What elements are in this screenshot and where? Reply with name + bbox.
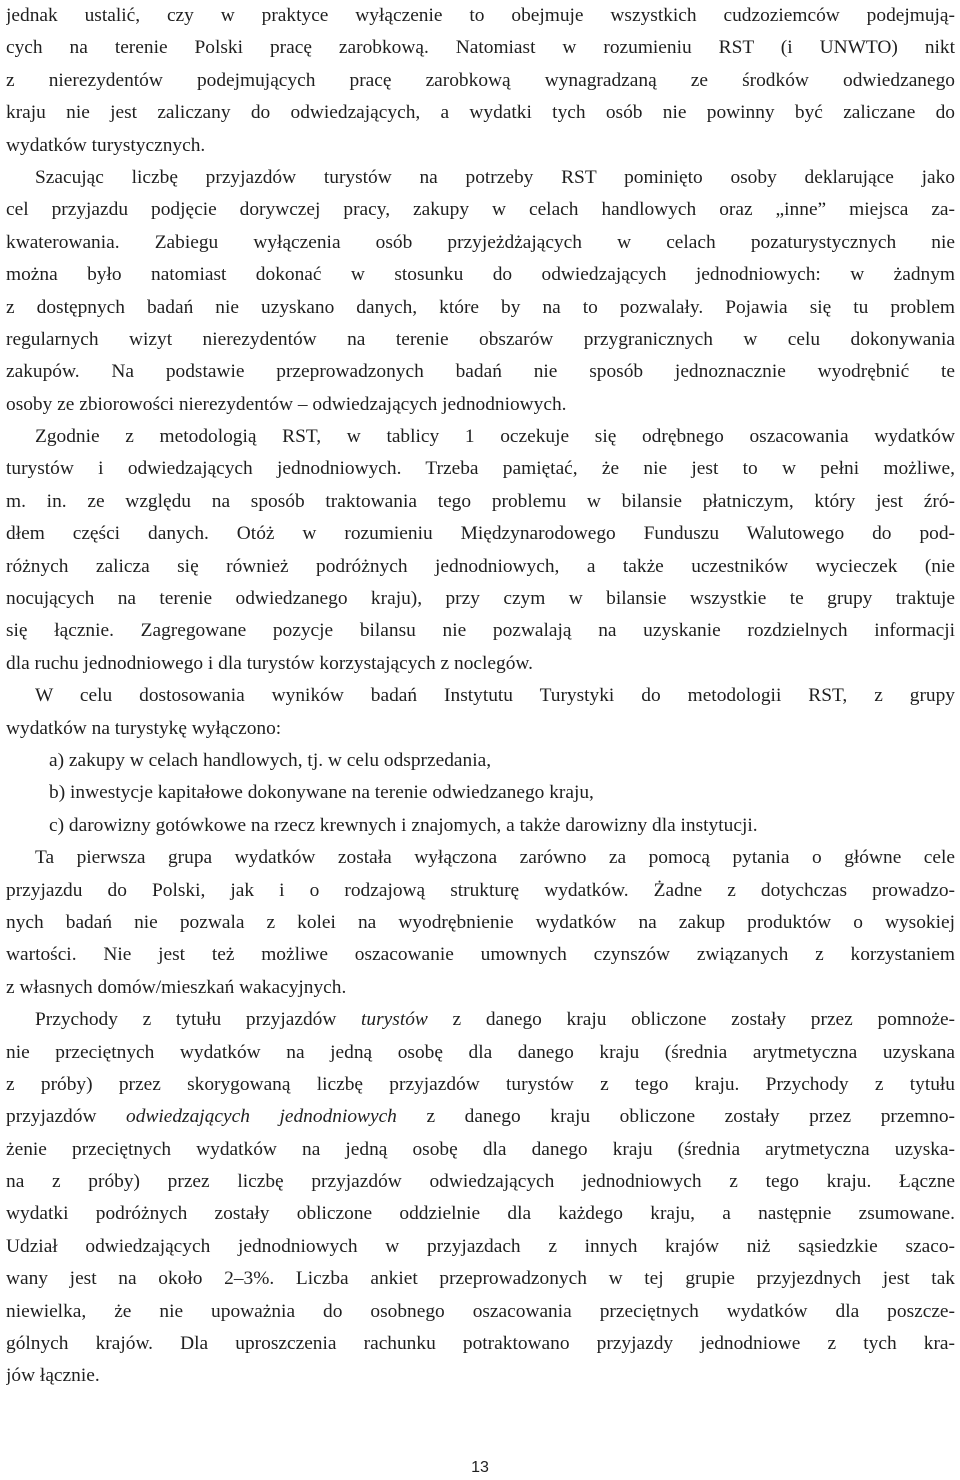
text-line: kwaterowania. Zabiegu wyłączenia osób przyjeżdżających w celach pozaturystycznych nie [6,231,955,253]
emphasis-turystow: turystów [361,1009,428,1031]
text-line: regularnych wizyt nierezydentów na terenie obszarów przygranicznych w celu dokonywania [6,328,955,350]
list-item: c) darowizny gotówkowe na rzecz krewnych i znajomych, a także darowizny dla instytucji. [49,814,758,836]
text-line: przyjazdu do Polski, jak i o rodzajową strukturę wydatków. Żadne z dotychczas prowadzo- [6,879,955,901]
text-line: wany jest na około 2–3%. Liczba ankiet przeprowadzonych w tej grupie przyjezdnych jest tak [6,1268,955,1290]
text-line: można było natomiast dokonać w stosunku do odwiedzających jednodniowych: w żadnym [6,264,955,286]
text-line: kraju nie jest zaliczany do odwiedzających, a wydatki tych osób nie powinny być zaliczane do [6,102,955,124]
text-line: osoby ze zbiorowości nierezydentów – odwiedzających jednodniowych. [6,393,567,415]
text-line: Zgodnie z metodologią RST, w tablicy 1 oczekuje się odrębnego oszacowania wydatków [35,426,955,448]
exclusion-list [6,745,955,842]
text-line: różnych zalicza się również podróżnych jednodniowych, a także uczestników wycieczek (nie [6,555,955,577]
text-line: na z próby) przez liczbę przyjazdów odwiedzających jednodniowych z tego kraju. Łączne [6,1171,955,1193]
paragraph [6,162,955,421]
text-line: m. in. ze względu na sposób traktowania tego problemu w bilansie płatniczym, który jest źró- [6,490,955,512]
text-line: nie przeciętnych wydatków na jedną osobę dla danego kraju (średnia arytmetyczna uzyskana [6,1041,955,1063]
paragraph [6,1004,955,1393]
list-item: b) inwestycje kapitałowe dokonywane na terenie odwiedzanego kraju, [49,782,594,804]
text-line: z własnych domów/mieszkań wakacyjnych. [6,976,347,998]
document-page [6,0,955,1393]
text-run: z danego kraju obliczone zostały przez przemno- [396,1106,955,1128]
text-line: dla ruchu jednodniowego i dla turystów korzystających z noclegów. [6,652,533,674]
text-line: W celu dostosowania wyników badań Instytutu Turystyki do metodologii RST, z grupy [35,685,955,707]
text-line: wydatki podróżnych zostały obliczone oddzielnie dla każdego kraju, a następnie zsumowane. [6,1203,955,1225]
text-line: wydatków turystycznych. [6,134,206,156]
text-line: z dostępnych badań nie uzyskano danych, które by na to pozwalały. Pojawia się tu problem [6,296,955,318]
text-line: cych na terenie Polski pracę zarobkową. Natomiast w rozumieniu RST (i UNWTO) nikt [6,37,955,59]
page-number: 13 [471,1459,489,1476]
text-run: Przychody z tytułu przyjazdów [35,1009,362,1031]
text-line-with-emphasis [6,1101,955,1133]
text-line: się łącznie. Zagregowane pozycje bilansu nie pozwalają na uzyskanie rozdzielnych informacji [6,620,955,642]
text-line: wartości. Nie jest też możliwe oszacowanie umownych czynszów związanych z korzystaniem [6,944,955,966]
text-line: jednak ustalić, czy w praktyce wyłączenie to obejmuje wszystkich cudzoziemców podejmują- [6,5,955,26]
paragraph [6,680,955,745]
text-line: niewielka, że nie upoważnia do osobnego oszacowania przeciętnych wydatków dla poszcze- [6,1300,955,1322]
text-run: przyjazdów [6,1106,127,1128]
paragraph [6,842,955,1004]
text-line: nocujących na terenie odwiedzanego kraju), przy czym w bilansie wszystkie te grupy traktuje [6,588,955,610]
text-line: jów łącznie. [6,1365,100,1387]
text-line: dłem części danych. Otóż w rozumieniu Międzynarodowego Funduszu Walutowego do pod- [6,523,955,545]
text-line: turystów i odwiedzających jednodniowych. Trzeba pamiętać, że nie jest to w pełni możliwe, [6,458,955,480]
text-line: nych badań nie pozwala z kolei na wyodrębnienie wydatków na zakup produktów o wysokiej [6,911,955,933]
paragraph [6,0,955,162]
text-line: wydatków na turystykę wyłączono: [6,717,282,739]
text-line: zakupów. Na podstawie przeprowadzonych badań nie sposób jednoznacznie wyodrębnić te [6,361,955,383]
text-line: żenie przeciętnych wydatków na jedną osobę dla danego kraju (średnia arytmetyczna uzyska- [6,1138,955,1160]
text-line-with-emphasis [6,1004,955,1036]
paragraph [6,421,955,680]
text-line: Szacując liczbę przyjazdów turystów na potrzeby RST pominięto osoby deklarujące jako [35,166,955,188]
text-line: Udział odwiedzających jednodniowych w przyjazdach z innych krajów niż sąsiedzkie szaco- [6,1235,955,1257]
text-line: gólnych krajów. Dla uproszczenia rachunku potraktowano przyjazdy jednodniowe z tych kra- [6,1333,955,1355]
text-line: Ta pierwsza grupa wydatków została wyłączona zarówno za pomocą pytania o główne cele [35,847,955,869]
emphasis-odwiedzajacych: odwiedzających jednodniowych [126,1106,397,1128]
list-item: a) zakupy w celach handlowych, tj. w celu odsprzedania, [49,749,492,771]
text-line: z nierezydentów podejmujących pracę zarobkową wynagradzaną ze środków odwiedzanego [6,69,955,91]
text-line: cel przyjazdu podjęcie dorywczej pracy, zakupy w celach handlowych oraz „inne” miejsca za- [6,199,955,221]
text-run: z danego kraju obliczone zostały przez pomnoże- [427,1009,955,1031]
text-line: z próby) przez skorygowaną liczbę przyjazdów turystów z tego kraju. Przychody z tytułu [6,1073,955,1095]
